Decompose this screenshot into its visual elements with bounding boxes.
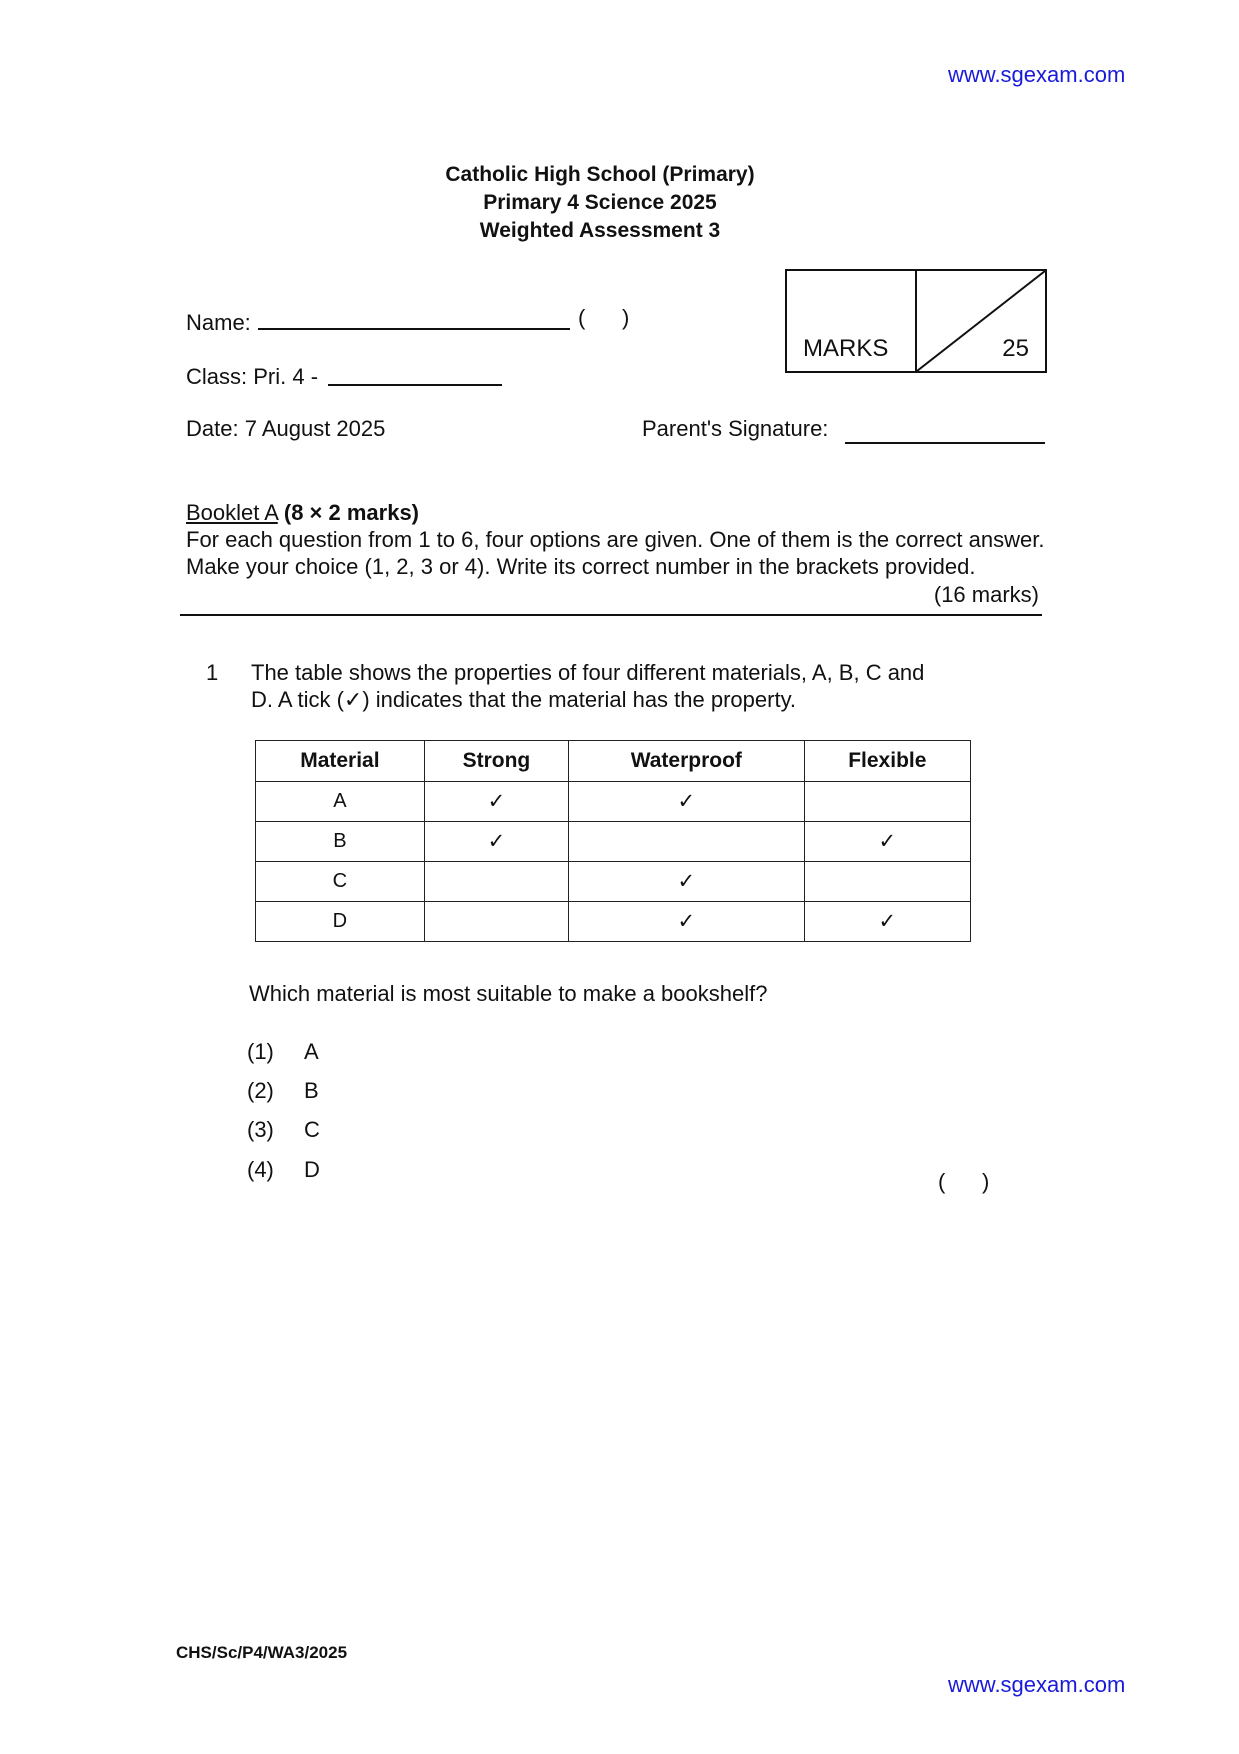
instruction-line-1: For each question from 1 to 6, four options are given. One of them is the correct answer. — [186, 527, 1045, 552]
question-prompt: Which material is most suitable to make a bookshelf? — [249, 981, 768, 1006]
flexible-cell: ✓ — [804, 902, 970, 942]
flexible-cell — [804, 782, 970, 822]
properties-table — [255, 740, 971, 942]
booklet-marks-info: (8 × 2 marks) — [283, 500, 420, 525]
option-4-text[interactable]: D — [304, 1157, 320, 1182]
index-number-brackets: ( ) — [578, 305, 630, 330]
option-2-text[interactable]: B — [304, 1078, 319, 1103]
question-number: 1 — [206, 660, 219, 685]
waterproof-cell: ✓ — [568, 902, 804, 942]
table-row — [256, 902, 971, 942]
flexible-cell: ✓ — [804, 822, 970, 862]
strong-cell — [424, 902, 568, 942]
flexible-cell — [804, 862, 970, 902]
instruction-line-2: Make your choice (1, 2, 3 or 4). Write its correct number in the brackets provided. — [186, 554, 976, 579]
option-2-number: (2) — [247, 1078, 274, 1103]
booklet-title: Booklet A — [186, 500, 278, 525]
material-cell: D — [256, 902, 425, 942]
strong-cell — [424, 862, 568, 902]
name-label: Name: — [186, 310, 251, 335]
booklet-heading — [186, 500, 419, 526]
footer-paper-code: CHS/Sc/P4/WA3/2025 — [176, 1643, 348, 1662]
table-header-row — [256, 741, 971, 782]
material-cell: A — [256, 782, 425, 822]
question-stem-line-2: D. A tick (✓) indicates that the material has the property. — [251, 687, 797, 712]
waterproof-cell: ✓ — [568, 782, 804, 822]
footer-site-link[interactable]: www.sgexam.com — [948, 1672, 1126, 1697]
table-row — [256, 862, 971, 902]
waterproof-cell: ✓ — [568, 862, 804, 902]
waterproof-cell — [568, 822, 804, 862]
table-row — [256, 782, 971, 822]
signature-label: Parent's Signature: — [642, 416, 829, 441]
header-strong: Strong — [424, 741, 568, 782]
table-row — [256, 822, 971, 862]
date-label: Date: 7 August 2025 — [186, 416, 386, 441]
option-4-number: (4) — [247, 1157, 274, 1182]
strong-cell: ✓ — [424, 782, 568, 822]
school-name: Catholic High School (Primary) — [445, 163, 755, 186]
section-divider — [180, 614, 1042, 616]
assessment-title: Weighted Assessment 3 — [479, 219, 721, 242]
option-3-text[interactable]: C — [304, 1117, 320, 1142]
option-1-text[interactable]: A — [304, 1039, 319, 1064]
header-waterproof: Waterproof — [568, 741, 804, 782]
marks-box — [785, 269, 1047, 373]
option-1-number: (1) — [247, 1039, 274, 1064]
marks-total: 25 — [1002, 335, 1029, 362]
answer-brackets[interactable]: ( ) — [938, 1169, 990, 1194]
booklet-total-marks: (16 marks) — [933, 582, 1039, 607]
signature-field[interactable] — [845, 442, 1045, 444]
question-stem-line-1: The table shows the properties of four different materials, A, B, C and — [251, 660, 925, 685]
class-label: Class: Pri. 4 - — [186, 364, 319, 389]
option-3-number: (3) — [247, 1117, 274, 1142]
header-material: Material — [256, 741, 425, 782]
material-cell: C — [256, 862, 425, 902]
strong-cell: ✓ — [424, 822, 568, 862]
header-site-link[interactable]: www.sgexam.com — [948, 62, 1126, 87]
subject-title: Primary 4 Science 2025 — [483, 191, 717, 214]
material-cell: B — [256, 822, 425, 862]
header-flexible: Flexible — [804, 741, 970, 782]
name-field[interactable] — [258, 328, 570, 330]
class-field[interactable] — [328, 384, 502, 386]
marks-label: MARKS — [803, 335, 889, 362]
